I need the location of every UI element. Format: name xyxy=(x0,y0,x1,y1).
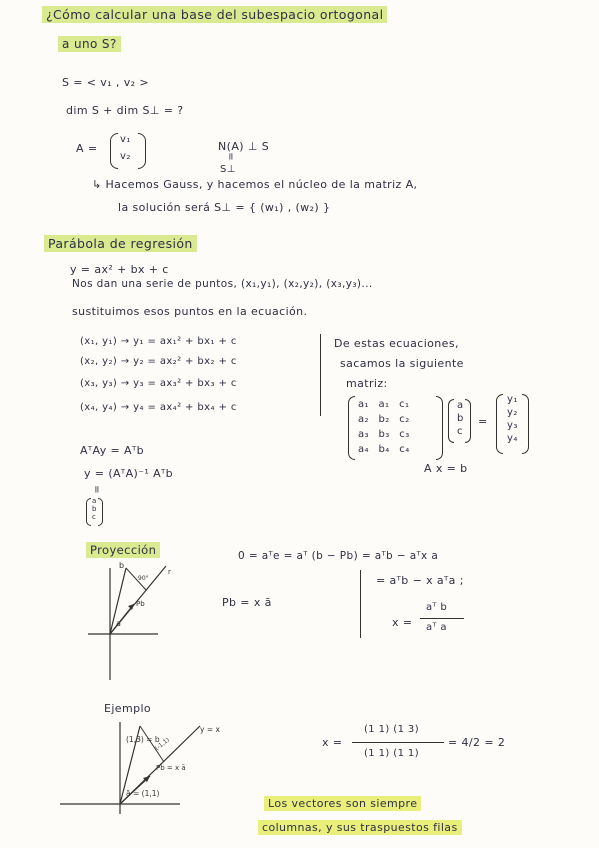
vector-y-1: y₁ xyxy=(507,394,518,405)
projection-brace xyxy=(360,570,361,638)
x-denominator: aᵀ a xyxy=(426,622,447,633)
projection-definition: Pb = x ā xyxy=(222,596,272,609)
vector-y-right xyxy=(522,394,529,454)
matrix-a-row2: v₂ xyxy=(120,151,131,162)
m-23: c₂ xyxy=(399,414,410,425)
example-diagram xyxy=(60,718,240,818)
m-41: a₄ xyxy=(358,444,369,455)
matrix-a4-r1 xyxy=(358,399,409,410)
side-note-line1: De estas ecuaciones, xyxy=(334,337,459,350)
m-11: a₁ xyxy=(358,399,369,410)
example-denominator: (1 1) (1 1) xyxy=(364,748,419,759)
vector-y-3: y₃ xyxy=(507,420,518,431)
x-numerator: aᵀ b xyxy=(426,602,448,613)
projection-eq2: = aᵀb − x aᵀa ; xyxy=(376,574,464,587)
substitute-points: sustituimos esos puntos en la ecuación. xyxy=(72,305,308,318)
equation-row-2: (x₂, y₂) → y₂ = ax₂² + bx₂ + c xyxy=(80,356,237,367)
matrix-a4-r4 xyxy=(358,444,410,455)
dimension-equation: dim S + dim S⊥ = ? xyxy=(66,104,184,117)
ex-label-a: ā = (1,1) xyxy=(126,789,160,798)
side-note-line3: matriz: xyxy=(346,377,388,390)
solution-equals: = xyxy=(90,485,102,494)
m-22: b₂ xyxy=(378,414,390,425)
null-space-equals: = xyxy=(224,152,236,161)
section1-title-line1: ¿Cómo calcular una base del subespacio ortogonal xyxy=(42,6,387,23)
abc-short-right xyxy=(98,498,103,526)
least-squares-solution: y = (AᵀA)⁻¹ Aᵀb xyxy=(84,467,174,480)
vector-abc-c: c xyxy=(457,426,463,437)
example-numerator: (1 1) (1 3) xyxy=(364,724,419,735)
matrix-equals: = xyxy=(478,415,488,428)
proj-label-angle: 90° xyxy=(138,575,149,582)
proj-label-b: b xyxy=(119,561,125,570)
normal-equation: AᵀAy = Aᵀb xyxy=(80,444,144,457)
side-note-line2: sacamos la siguiente xyxy=(340,357,464,370)
matrix-a-left-paren xyxy=(110,133,118,169)
section1-title-line2: a uno S? xyxy=(58,36,121,52)
ex-label-yx: y = x xyxy=(200,725,220,734)
proj-label-a: a xyxy=(116,619,121,628)
ex-label-b: (1,3) = b xyxy=(126,735,160,744)
example-result: = 4/2 = 2 xyxy=(448,736,506,749)
vector-y-4: y₄ xyxy=(507,433,518,444)
ex-label-pb: Pb = x ā xyxy=(156,764,186,772)
m-43: c₄ xyxy=(399,444,410,455)
points-given: Nos dan una serie de puntos, (x₁,y₁), (x₂,y₂), (x₃,y₃)... xyxy=(72,278,373,290)
subspace-definition: S = < v₁ , v₂ > xyxy=(62,76,149,89)
matrix-a-label: A = xyxy=(76,142,98,155)
section4-title: Ejemplo xyxy=(104,702,152,715)
abc-short-a: a xyxy=(92,497,97,505)
section2-title: Parábola de regresión xyxy=(44,235,197,252)
proj-label-pb: Pb xyxy=(136,600,145,608)
ex-label-e: (-1,1) xyxy=(153,736,171,753)
vector-abc-left xyxy=(448,399,454,443)
matrix-a4-left xyxy=(348,396,355,460)
matrix-a-row1: v₁ xyxy=(120,134,131,145)
equation-row-1: (x₁, y₁) → y₁ = ax₁² + bx₁ + c xyxy=(80,336,237,347)
proj-label-r: r xyxy=(168,568,171,576)
transpose-note-line2: columnas, y sus traspuestos filas xyxy=(258,820,462,835)
abc-short-b: b xyxy=(92,505,97,513)
matrix-a-right-paren xyxy=(138,133,146,169)
x-fraction-bar xyxy=(420,618,464,619)
ax-equals-b: A x = b xyxy=(424,462,468,475)
parabola-equation: y = ax² + bx + c xyxy=(70,263,169,276)
section3-title: Proyección xyxy=(86,542,160,558)
equation-row-4: (x₄, y₄) → y₄ = ax₄² + bx₄ + c xyxy=(80,402,237,413)
matrix-a4-right xyxy=(436,396,443,460)
null-space-s-perp: S⊥ xyxy=(220,164,236,175)
gauss-note-line2: la solución será S⊥ = { (w₁) , (w₂) } xyxy=(118,201,331,214)
null-space-relation: N(A) ⊥ S xyxy=(218,140,270,153)
matrix-a4-r2 xyxy=(358,414,410,425)
projection-diagram xyxy=(88,556,198,686)
x-label-projection: x = xyxy=(392,616,413,629)
abc-short-left xyxy=(86,498,91,526)
m-42: b₄ xyxy=(378,444,390,455)
vector-abc-b: b xyxy=(457,413,464,424)
vector-abc-a: a xyxy=(457,400,464,411)
vector-y-2: y₂ xyxy=(507,407,518,418)
example-x-label: x = xyxy=(322,736,343,749)
m-12: a₁ xyxy=(378,399,390,410)
m-13: c₁ xyxy=(399,399,410,410)
orthogonality-equation: 0 = aᵀe = aᵀ (b − Pb) = aᵀb − aᵀx a xyxy=(238,550,439,562)
equations-brace xyxy=(320,334,321,416)
abc-short-c: c xyxy=(92,513,97,521)
m-32: b₃ xyxy=(378,429,390,440)
matrix-a4-r3 xyxy=(358,429,410,440)
gauss-note-line1: ↳ Hacemos Gauss, y hacemos el núcleo de la matriz A, xyxy=(92,178,418,191)
transpose-note-line1: Los vectores son siempre xyxy=(264,796,421,811)
m-33: c₃ xyxy=(399,429,410,440)
m-31: a₃ xyxy=(358,429,369,440)
vector-abc-right xyxy=(465,399,471,443)
vector-y-left xyxy=(496,394,503,454)
example-fraction-bar xyxy=(352,742,444,743)
m-21: a₂ xyxy=(358,414,369,425)
equation-row-3: (x₃, y₃) → y₃ = ax₃² + bx₃ + c xyxy=(80,378,237,389)
